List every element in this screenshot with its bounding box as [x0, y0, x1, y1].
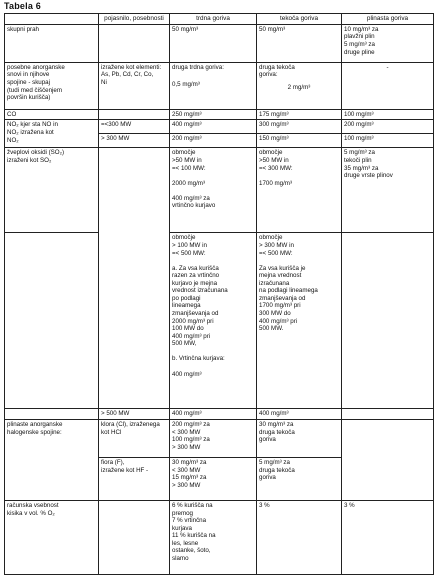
cell-liquid: 30 mg/m³ za druga tekoča goriva — [257, 419, 342, 457]
cell-notes: fiora (F), izražene kot HF - — [99, 457, 170, 500]
cell-notes: klora (Cl), izraženega kot HCl — [99, 419, 170, 457]
emission-limits-table — [4, 13, 434, 575]
header-cell-liquid-fuels: tekoča goriva — [257, 14, 342, 25]
cell-notes — [99, 500, 170, 574]
cell-liquid-value: 2 mg/m³ — [287, 83, 311, 91]
cell-solid — [170, 62, 257, 109]
cell-gas: 3 % — [342, 500, 434, 574]
cell-solid: 6 % kurišča na premog 7 % vrtinčna kurjava 11 % kurišča na les, lesne ostanke, šoto, slamo — [170, 500, 257, 574]
table-row-inorganic — [5, 62, 434, 109]
cell-solid: 250 mg/m³ — [170, 109, 257, 120]
cell-solid: območje >50 MW in =< 100 MW: 2000 mg/m³ 400 mg/m³ za vrtinčno kurjavo — [170, 148, 257, 233]
cell-gas: 100 mg/m³ — [342, 109, 434, 120]
cell-substance — [5, 409, 99, 420]
cell-notes — [99, 148, 170, 409]
header-cell-substance — [5, 14, 99, 25]
cell-liquid: 5 mg/m³ za druga tekoča goriva — [257, 457, 342, 500]
cell-substance: NO₂ kjer sta NO in NO₂ izražena kot NO₂ — [5, 120, 99, 148]
cell-notes: > 300 MW — [99, 134, 170, 148]
cell-solid: območje > 100 MW in =< 500 MW: a. Za vsa kurišča razen za vrtinčno kurjavo je mejna vrednost izračunana po podlagi lineamega zmanjševanja od 2000 mg/m³ pri 100 MW do 400 mg/m³ pri 500 MW, b. Vrtinčna kurjava: 400 mg/m³ — [170, 233, 257, 409]
cell-liquid: 300 mg/m³ — [257, 120, 342, 134]
cell-solid: 50 mg/m³ — [170, 24, 257, 62]
cell-notes: > 500 MW — [99, 409, 170, 420]
cell-substance: plinaste anorganske halogenske spojine: — [5, 419, 99, 500]
cell-substance: skupni prah — [5, 24, 99, 62]
cell-liquid: območje >50 MW in =< 300 MW: 1700 mg/m³ — [257, 148, 342, 233]
cell-liquid-note: druga tekoča goriva: — [259, 63, 295, 79]
cell-solid: 30 mg/m³ za < 300 MW 15 mg/m³ za > 300 MW — [170, 457, 257, 500]
cell-notes — [99, 24, 170, 62]
header-cell-gas-fuels: plinasta goriva — [342, 14, 434, 25]
cell-liquid: 400 mg/m³ — [257, 409, 342, 420]
cell-gas — [342, 419, 434, 500]
cell-substance: žveplovi oksidi (SO₂) izraženi kot SO₂ — [5, 148, 99, 233]
header-cell-solid-fuels: trdna goriva — [170, 14, 257, 25]
cell-solid: 400 mg/m³ — [170, 120, 257, 134]
cell-liquid: območje > 300 MW in =< 500 MW: Za vsa kurišča je mejna vrednost izračunana na podlagi lineamega zmanjševanja od 1700 mg/m³ pri 300 MW do 400 mg/m³ pri 500 MW. — [257, 233, 342, 409]
header-row — [5, 14, 434, 25]
cell-gas: 200 mg/m³ — [342, 120, 434, 134]
table-row-so2-high — [5, 409, 434, 420]
cell-liquid — [257, 62, 342, 109]
cell-liquid: 3 % — [257, 500, 342, 574]
table-caption: Tabela 6 — [4, 1, 41, 11]
cell-notes: =<300 MW — [99, 120, 170, 134]
cell-notes — [99, 109, 170, 120]
cell-gas: 100 mg/m³ — [342, 134, 434, 148]
cell-gas — [342, 409, 434, 420]
cell-liquid: 50 mg/m³ — [257, 24, 342, 62]
cell-gas: - — [342, 62, 434, 109]
table-row-no2-low — [5, 120, 434, 134]
cell-gas — [342, 233, 434, 409]
cell-solid: 400 mg/m³ — [170, 409, 257, 420]
cell-substance — [5, 233, 99, 409]
cell-solid-note: druga trdna goriva: — [172, 63, 224, 71]
cell-notes: izražene kot elementi: As, Pb, Cd, Cr, Co, Ni — [99, 62, 170, 109]
cell-substance: CO — [5, 109, 99, 120]
table-row-co — [5, 109, 434, 120]
table-row-so2-mid — [5, 233, 434, 409]
cell-solid: 200 mg/m³ za < 300 MW 100 mg/m³ za > 300 MW — [170, 419, 257, 457]
table-row-halogen-cl — [5, 419, 434, 457]
table-row-so2-low — [5, 148, 434, 233]
table-row-oxygen — [5, 500, 434, 574]
cell-gas: 10 mg/m³ za plavžni plin 5 mg/m³ za druge pline — [342, 24, 434, 62]
cell-substance: posebne anorganske snovi in njihove spojine - skupaj (tudi med čiščenjem površin kurišča) — [5, 62, 99, 109]
cell-gas: 5 mg/m³ za tekoči plin 35 mg/m³ za druge vrste plinov — [342, 148, 434, 233]
cell-substance: računska vsebnost kisika v vol. % O₂ — [5, 500, 99, 574]
header-cell-notes: pojasnilo, posebnosti — [99, 14, 170, 25]
cell-liquid: 175 mg/m³ — [257, 109, 342, 120]
table-row-dust — [5, 24, 434, 62]
cell-solid: 200 mg/m³ — [170, 134, 257, 148]
cell-liquid: 150 mg/m³ — [257, 134, 342, 148]
cell-solid-value: 0,5 mg/m³ — [172, 81, 200, 89]
